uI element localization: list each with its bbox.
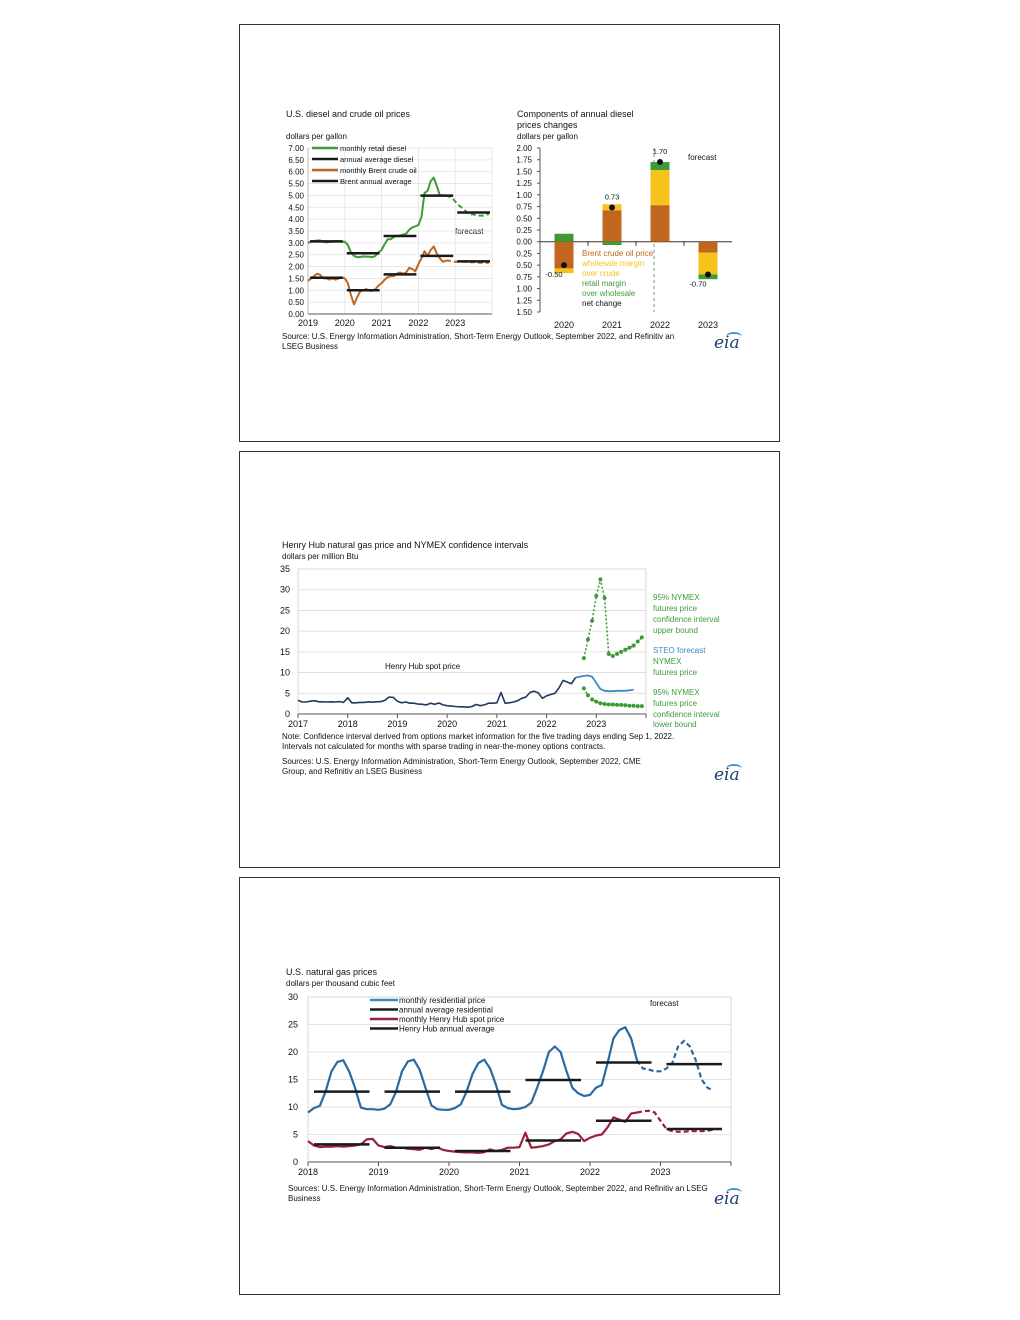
y-tick-label: 1.00: [288, 286, 304, 296]
y-tick-label: 20: [279, 626, 290, 637]
diesel-chart-title: U.S. diesel and crude oil prices: [286, 109, 411, 119]
x-tick-label: 2023: [586, 719, 607, 729]
y-tick-label: 3.50: [288, 227, 304, 236]
y-tick-label: 5.00: [288, 191, 304, 201]
panel-natural-gas-prices: [239, 877, 780, 1295]
y-tick-label: 0.25: [516, 249, 532, 259]
ci-upper-bound-point: [598, 577, 602, 581]
x-tick-label: 2019: [297, 318, 319, 328]
y-tick-label: 1.50: [516, 308, 532, 317]
y-tick-label: 0.50: [516, 214, 532, 224]
natgas-chart-svg: [240, 878, 781, 1296]
x-tick-label: 2022: [579, 1167, 601, 1177]
ci-lower-bound-point: [590, 698, 594, 702]
ci-lower-bound-point: [636, 704, 640, 708]
natgas-forecast-label: forecast: [650, 999, 679, 1008]
upper-bound-line2: futures price: [653, 604, 698, 613]
x-category-label: 2023: [697, 320, 719, 330]
y-tick-label: 30: [279, 584, 290, 595]
y-tick-label: 5: [292, 1129, 298, 1140]
ci-upper-bound-point: [623, 648, 627, 652]
components-chart-ylabel: dollars per gallon: [517, 132, 578, 141]
ci-upper-bound-point: [590, 619, 594, 623]
upper-bound-line3: confidence interval: [653, 615, 720, 624]
y-tick-label: 1.00: [516, 284, 532, 294]
y-tick-label: 20: [287, 1047, 298, 1057]
diesel-chart-ylabel: dollars per gallon: [286, 132, 347, 141]
y-tick-label: 0: [284, 709, 290, 719]
ci-lower-bound-point: [619, 703, 623, 707]
legend-net-change: net change: [582, 299, 622, 308]
x-tick-label: 2021: [486, 719, 507, 729]
ci-lower-bound-point: [603, 702, 607, 706]
legend-wholesale-margin-line2: over crude: [582, 269, 620, 278]
legend-label: monthly retail diesel: [340, 144, 407, 153]
y-tick-label: 0.25: [516, 226, 532, 235]
residential-monthly-line: [308, 1024, 637, 1112]
y-tick-label: 0.75: [516, 202, 532, 212]
ci-upper-bound-point: [615, 652, 619, 656]
ci-lower-bound-point: [615, 703, 619, 707]
ci-upper-bound-point: [594, 594, 598, 598]
panel-diesel-crude: [239, 24, 780, 442]
y-tick-label: 3.00: [288, 238, 304, 248]
y-tick-label: 6.50: [288, 155, 304, 165]
diesel-charts-svg: [240, 25, 781, 443]
y-tick-label: 1.25: [516, 296, 532, 306]
x-tick-label: 2023: [445, 318, 466, 328]
panel3-source: Sources: U.S. Energy Information Administration, Short-Term Energy Outlook, September 2022, and Refinitiv an LSEG Business: [288, 1184, 708, 1203]
y-tick-label: 1.25: [516, 179, 532, 189]
upper-bound-annotation: [653, 593, 720, 635]
y-tick-label: 2.50: [288, 250, 304, 260]
y-tick-label: 2.00: [516, 144, 532, 153]
steo-forecast-annotation: [653, 646, 706, 677]
ci-lower-bound-point: [632, 704, 636, 708]
y-tick-label: 0.00: [288, 310, 304, 319]
henry-hub-spot-line: [298, 678, 576, 708]
legend-label: Henry Hub annual average: [399, 1024, 495, 1034]
lower-bound-line3: confidence interval: [653, 710, 720, 719]
y-tick-label: 25: [287, 1019, 298, 1030]
henry-hub-chart-svg: [240, 452, 781, 869]
stacked-bar-segment: [603, 210, 622, 241]
lower-bound-line2: futures price: [653, 699, 698, 708]
net-change-marker: [561, 262, 567, 268]
panel1-source: Source: U.S. Energy Information Administration, Short-Term Energy Outlook, September 2022, and Refinitiv an LSEG Business: [282, 332, 675, 351]
henryhub-chart-ylabel: dollars per million Btu: [282, 552, 359, 561]
net-change-label: 1.70: [652, 147, 668, 157]
ci-upper-bound-point: [632, 644, 636, 648]
y-tick-label: 15: [279, 646, 290, 657]
x-tick-label: 2018: [337, 719, 358, 729]
lower-bound-line1: 95% NYMEX: [653, 688, 700, 697]
y-tick-label: 0.50: [288, 298, 304, 308]
x-tick-label: 2021: [509, 1167, 530, 1177]
stacked-bar-segment: [603, 242, 622, 245]
net-change-marker: [609, 205, 615, 211]
ci-lower-bound-point: [611, 702, 615, 706]
x-tick-label: 2021: [371, 318, 392, 328]
ci-upper-bound-point: [636, 640, 640, 644]
ci-lower-bound-point: [598, 701, 602, 705]
x-category-label: 2020: [553, 320, 575, 330]
y-tick-label: 1.50: [288, 274, 304, 284]
panel-henry-hub-nymex: [239, 451, 780, 868]
y-tick-label: 15: [287, 1074, 298, 1085]
net-change-marker: [705, 272, 711, 278]
y-tick-label: 6.00: [288, 167, 304, 177]
legend-label: annual average residential: [399, 1005, 493, 1015]
x-tick-label: 2020: [438, 1167, 460, 1177]
stacked-bar-segment: [699, 242, 718, 253]
legend-brent-crude-price: Brent crude oil price: [582, 249, 654, 258]
lower-bound-annotation: [653, 688, 720, 729]
ci-lower-bound-point: [640, 704, 644, 708]
x-tick-label: 2023: [650, 1167, 671, 1177]
legend-retail-margin-line1: retail margin: [582, 279, 627, 288]
x-tick-label: 2017: [287, 719, 309, 729]
y-tick-label: 1.75: [516, 155, 532, 165]
y-tick-label: 35: [279, 564, 290, 574]
x-category-label: 2021: [601, 320, 623, 330]
y-tick-label: 4.50: [288, 203, 304, 213]
henryhub-chart-title: Henry Hub natural gas price and NYMEX confidence intervals: [282, 540, 529, 550]
retail-diesel-monthly-line: [308, 178, 446, 258]
x-tick-label: 2020: [437, 719, 458, 729]
ci-lower-bound-point: [623, 703, 627, 707]
y-tick-label: 5.50: [288, 179, 304, 189]
eia-logo: eia: [714, 333, 740, 353]
net-change-label: -0.70: [689, 279, 707, 289]
net-change-label: 0.73: [604, 192, 620, 202]
x-tick-label: 2019: [387, 719, 408, 729]
ci-lower-bound-point: [594, 700, 598, 704]
legend-label: Brent annual average: [340, 177, 412, 186]
stacked-bar-segment: [699, 252, 718, 274]
y-tick-label: 5: [284, 688, 290, 699]
stacked-bar-segment: [651, 205, 670, 242]
x-tick-label: 2022: [536, 719, 557, 729]
legend-label: monthly residential price: [399, 996, 486, 1005]
residential-monthly-forecast-line: [637, 1041, 713, 1091]
legend-label: monthly Henry Hub spot price: [399, 1015, 505, 1024]
steo-line2: NYMEX: [653, 657, 682, 666]
x-tick-label: 2019: [368, 1167, 389, 1177]
plot-area-border: [298, 569, 646, 714]
upper-bound-line4: upper bound: [653, 626, 698, 635]
legend-label: annual average diesel: [340, 155, 414, 164]
ci-lower-bound-point: [627, 704, 631, 708]
stacked-bar-segment: [651, 170, 670, 205]
ci-lower-bound-point: [607, 702, 611, 706]
panel2-source: Sources: U.S. Energy Information Administration, Short-Term Energy Outlook, September 2022, CME Group, and Refinitiv an LSEG Business: [282, 757, 641, 776]
natgas-chart-ylabel: dollars per thousand cubic feet: [286, 979, 395, 988]
components-forecast-label: forecast: [688, 153, 717, 162]
panel2-note: Note: Confidence interval derived from options market information for the five trading days ending Sep 1, 2022. Intervals not calculated for months with sparse trading in near-the-money options contracts.: [282, 732, 675, 751]
ci-upper-bound-point: [582, 656, 586, 660]
y-tick-label: 0.75: [516, 272, 532, 282]
y-tick-label: 0.00: [516, 237, 532, 247]
upper-bound-line1: 95% NYMEX: [653, 593, 700, 602]
ci-upper-bound-point: [619, 650, 623, 654]
x-category-label: 2022: [649, 320, 671, 330]
eia-logo: eia: [714, 765, 740, 785]
y-tick-label: 2.00: [288, 262, 304, 272]
steo-line1: STEO forecast: [653, 646, 706, 655]
stacked-bar-segment: [555, 234, 574, 242]
legend-retail-margin-line2: over wholesale: [582, 289, 636, 298]
henry-hub-monthly-line: [308, 1113, 637, 1153]
ci-upper-bound-point: [586, 637, 590, 641]
y-tick-label: 0.50: [516, 261, 532, 271]
components-chart-title-line2: prices changes: [517, 120, 578, 130]
y-tick-label: 30: [287, 992, 298, 1002]
x-tick-label: 2020: [334, 318, 355, 328]
y-tick-label: 0: [292, 1157, 298, 1167]
lower-bound-line4: lower bound: [653, 720, 697, 729]
y-tick-label: 1.50: [516, 167, 532, 177]
net-change-marker: [657, 159, 663, 165]
y-tick-label: 4.00: [288, 215, 304, 225]
ci-upper-bound-point: [640, 635, 644, 639]
legend-label: monthly Brent crude oil: [340, 166, 417, 175]
ci-upper-bound-point: [611, 654, 615, 658]
ci-lower-bound-point: [586, 693, 590, 697]
ci-upper-bound-point: [627, 646, 631, 650]
y-tick-label: 7.00: [288, 144, 304, 153]
ci-upper-bound-point: [603, 596, 607, 600]
ci-upper-bound-point: [607, 652, 611, 656]
legend-wholesale-margin-line1: wholesale margin: [582, 259, 645, 268]
y-tick-label: 25: [279, 605, 290, 616]
eia-logo: eia: [714, 1189, 740, 1209]
henryhub-spot-label: Henry Hub spot price: [385, 662, 461, 671]
net-change-label: -0.50: [545, 270, 563, 280]
steo-line3: futures price: [653, 668, 698, 677]
y-tick-label: 10: [279, 667, 290, 678]
y-tick-label: 1.00: [516, 190, 532, 200]
natgas-chart-title: U.S. natural gas prices: [286, 967, 378, 977]
x-tick-label: 2018: [297, 1167, 319, 1177]
x-tick-label: 2022: [408, 318, 429, 328]
components-chart-title-line1: Components of annual diesel: [517, 109, 634, 119]
diesel-forecast-label: forecast: [455, 227, 484, 236]
y-tick-label: 10: [287, 1102, 298, 1112]
ci-lower-bound-point: [582, 686, 586, 690]
